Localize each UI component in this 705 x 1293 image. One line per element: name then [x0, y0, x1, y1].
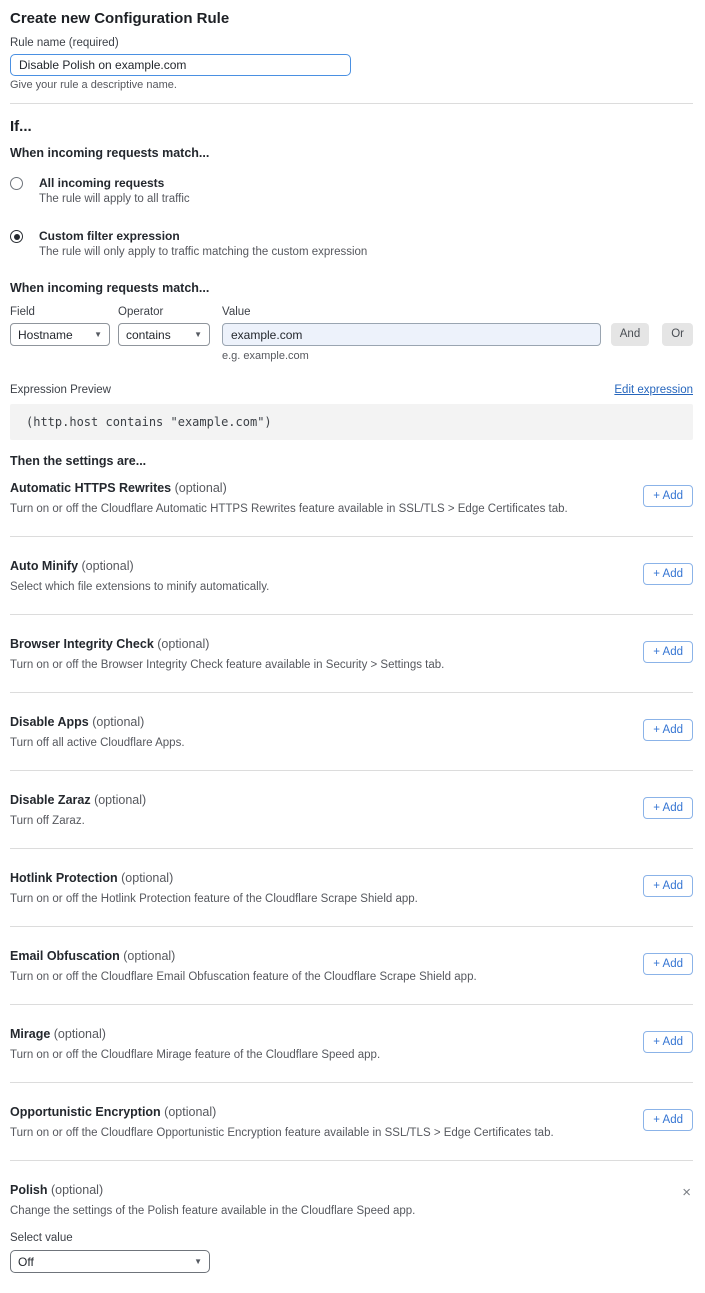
add-button[interactable]: + Add [643, 485, 693, 507]
request-match-radio-group [10, 176, 693, 259]
setting-name: Hotlink Protection [10, 871, 118, 885]
setting-optional: (optional) [88, 715, 145, 729]
section-divider [10, 103, 693, 104]
close-icon[interactable]: × [682, 1184, 691, 1201]
polish-select-value: Off [18, 1254, 34, 1269]
setting-description: Turn on or off the Browser Integrity Check feature available in Security > Settings tab. [10, 659, 445, 671]
add-button[interactable]: + Add [643, 563, 693, 585]
radio-label: All incoming requests [39, 176, 165, 190]
setting-optional: (optional) [171, 481, 227, 495]
radio-unselected-icon[interactable] [10, 177, 23, 190]
radio-label: Custom filter expression [39, 229, 180, 243]
expression-preview-code: (http.host contains "example.com") [10, 404, 693, 440]
if-heading: If... [10, 118, 32, 135]
setting-mirage [10, 1005, 693, 1083]
setting-optional: (optional) [90, 793, 147, 807]
operator-select[interactable] [118, 323, 210, 346]
setting-optional: (optional) [47, 1183, 104, 1197]
rule-name-label: Rule name (required) [10, 37, 119, 49]
radio-custom-filter-expression[interactable] [10, 229, 693, 259]
edit-expression-link[interactable]: Edit expression [614, 384, 693, 396]
setting-description: Turn on or off the Cloudflare Mirage feature of the Cloudflare Speed app. [10, 1049, 381, 1061]
chevron-down-icon: ▼ [94, 329, 102, 339]
setting-optional: (optional) [50, 1027, 106, 1041]
add-button[interactable]: + Add [643, 1031, 693, 1053]
setting-optional: (optional) [119, 949, 176, 963]
setting-name: Mirage [10, 1027, 51, 1041]
value-help: e.g. example.com [222, 350, 309, 362]
polish-value-select[interactable] [10, 1250, 210, 1273]
operator-label: Operator [118, 306, 164, 318]
chevron-down-icon: ▼ [194, 1256, 202, 1266]
radio-selected-icon[interactable] [10, 230, 23, 243]
setting-description: Turn on or off the Hotlink Protection feature of the Cloudflare Scrape Shield app. [10, 893, 418, 905]
setting-optional: (optional) [160, 1105, 217, 1119]
setting-opportunistic-encryption [10, 1083, 693, 1161]
setting-auto-minify [10, 537, 693, 615]
rule-name-input[interactable] [10, 54, 351, 76]
polish-select-label: Select value [10, 1232, 73, 1244]
expression-builder-heading: When incoming requests match... [10, 281, 210, 295]
setting-name: Disable Zaraz [10, 793, 91, 807]
setting-name: Automatic HTTPS Rewrites [10, 481, 172, 495]
setting-polish [10, 1161, 693, 1293]
setting-disable-zaraz [10, 771, 693, 849]
add-button[interactable]: + Add [643, 641, 693, 663]
add-button[interactable]: + Add [643, 875, 693, 897]
page-title: Create new Configuration Rule [10, 10, 230, 27]
value-input[interactable] [222, 323, 601, 346]
match-heading: When incoming requests match... [10, 146, 210, 160]
setting-description: Turn off Zaraz. [10, 815, 85, 827]
setting-email-obfuscation [10, 927, 693, 1005]
setting-optional: (optional) [78, 559, 134, 573]
setting-optional: (optional) [153, 637, 210, 651]
setting-disable-apps [10, 693, 693, 771]
setting-description: Change the settings of the Polish feature available in the Cloudflare Speed app. [10, 1205, 416, 1217]
setting-automatic-https-rewrites [10, 469, 693, 537]
expression-builder [10, 306, 693, 363]
setting-name: Browser Integrity Check [10, 637, 154, 651]
add-button[interactable]: + Add [643, 797, 693, 819]
value-label: Value [222, 306, 251, 318]
setting-hotlink-protection [10, 849, 693, 927]
setting-name: Opportunistic Encryption [10, 1105, 161, 1119]
setting-optional: (optional) [117, 871, 174, 885]
setting-name: Polish [10, 1183, 48, 1197]
radio-description: The rule will apply to all traffic [39, 193, 190, 205]
add-button[interactable]: + Add [643, 719, 693, 741]
setting-name: Disable Apps [10, 715, 89, 729]
field-label: Field [10, 306, 35, 318]
radio-description: The rule will only apply to traffic matching the custom expression [39, 246, 368, 258]
operator-select-value: contains [126, 327, 171, 342]
setting-description: Turn off all active Cloudflare Apps. [10, 737, 185, 749]
setting-description: Select which file extensions to minify automatically. [10, 581, 270, 593]
radio-all-incoming-requests[interactable] [10, 176, 693, 206]
chevron-down-icon: ▼ [194, 329, 202, 339]
field-select-value: Hostname [18, 327, 73, 342]
and-button[interactable]: And [611, 323, 649, 346]
setting-description: Turn on or off the Cloudflare Automatic HTTPS Rewrites feature available in SSL/TLS > Edge Certificates tab. [10, 503, 568, 515]
setting-name: Email Obfuscation [10, 949, 120, 963]
or-button[interactable]: Or [662, 323, 693, 346]
add-button[interactable]: + Add [643, 1109, 693, 1131]
add-button[interactable]: + Add [643, 953, 693, 975]
field-select[interactable] [10, 323, 110, 346]
setting-description: Turn on or off the Cloudflare Email Obfuscation feature of the Cloudflare Scrape Shield app. [10, 971, 477, 983]
then-settings-heading: Then the settings are... [10, 454, 147, 468]
expression-preview-label: Expression Preview [10, 384, 111, 396]
setting-name: Auto Minify [10, 559, 79, 573]
setting-browser-integrity-check [10, 615, 693, 693]
rule-name-help: Give your rule a descriptive name. [10, 79, 177, 91]
setting-description: Turn on or off the Cloudflare Opportunistic Encryption feature available in SSL/TLS > Edge Certificates tab. [10, 1127, 554, 1139]
